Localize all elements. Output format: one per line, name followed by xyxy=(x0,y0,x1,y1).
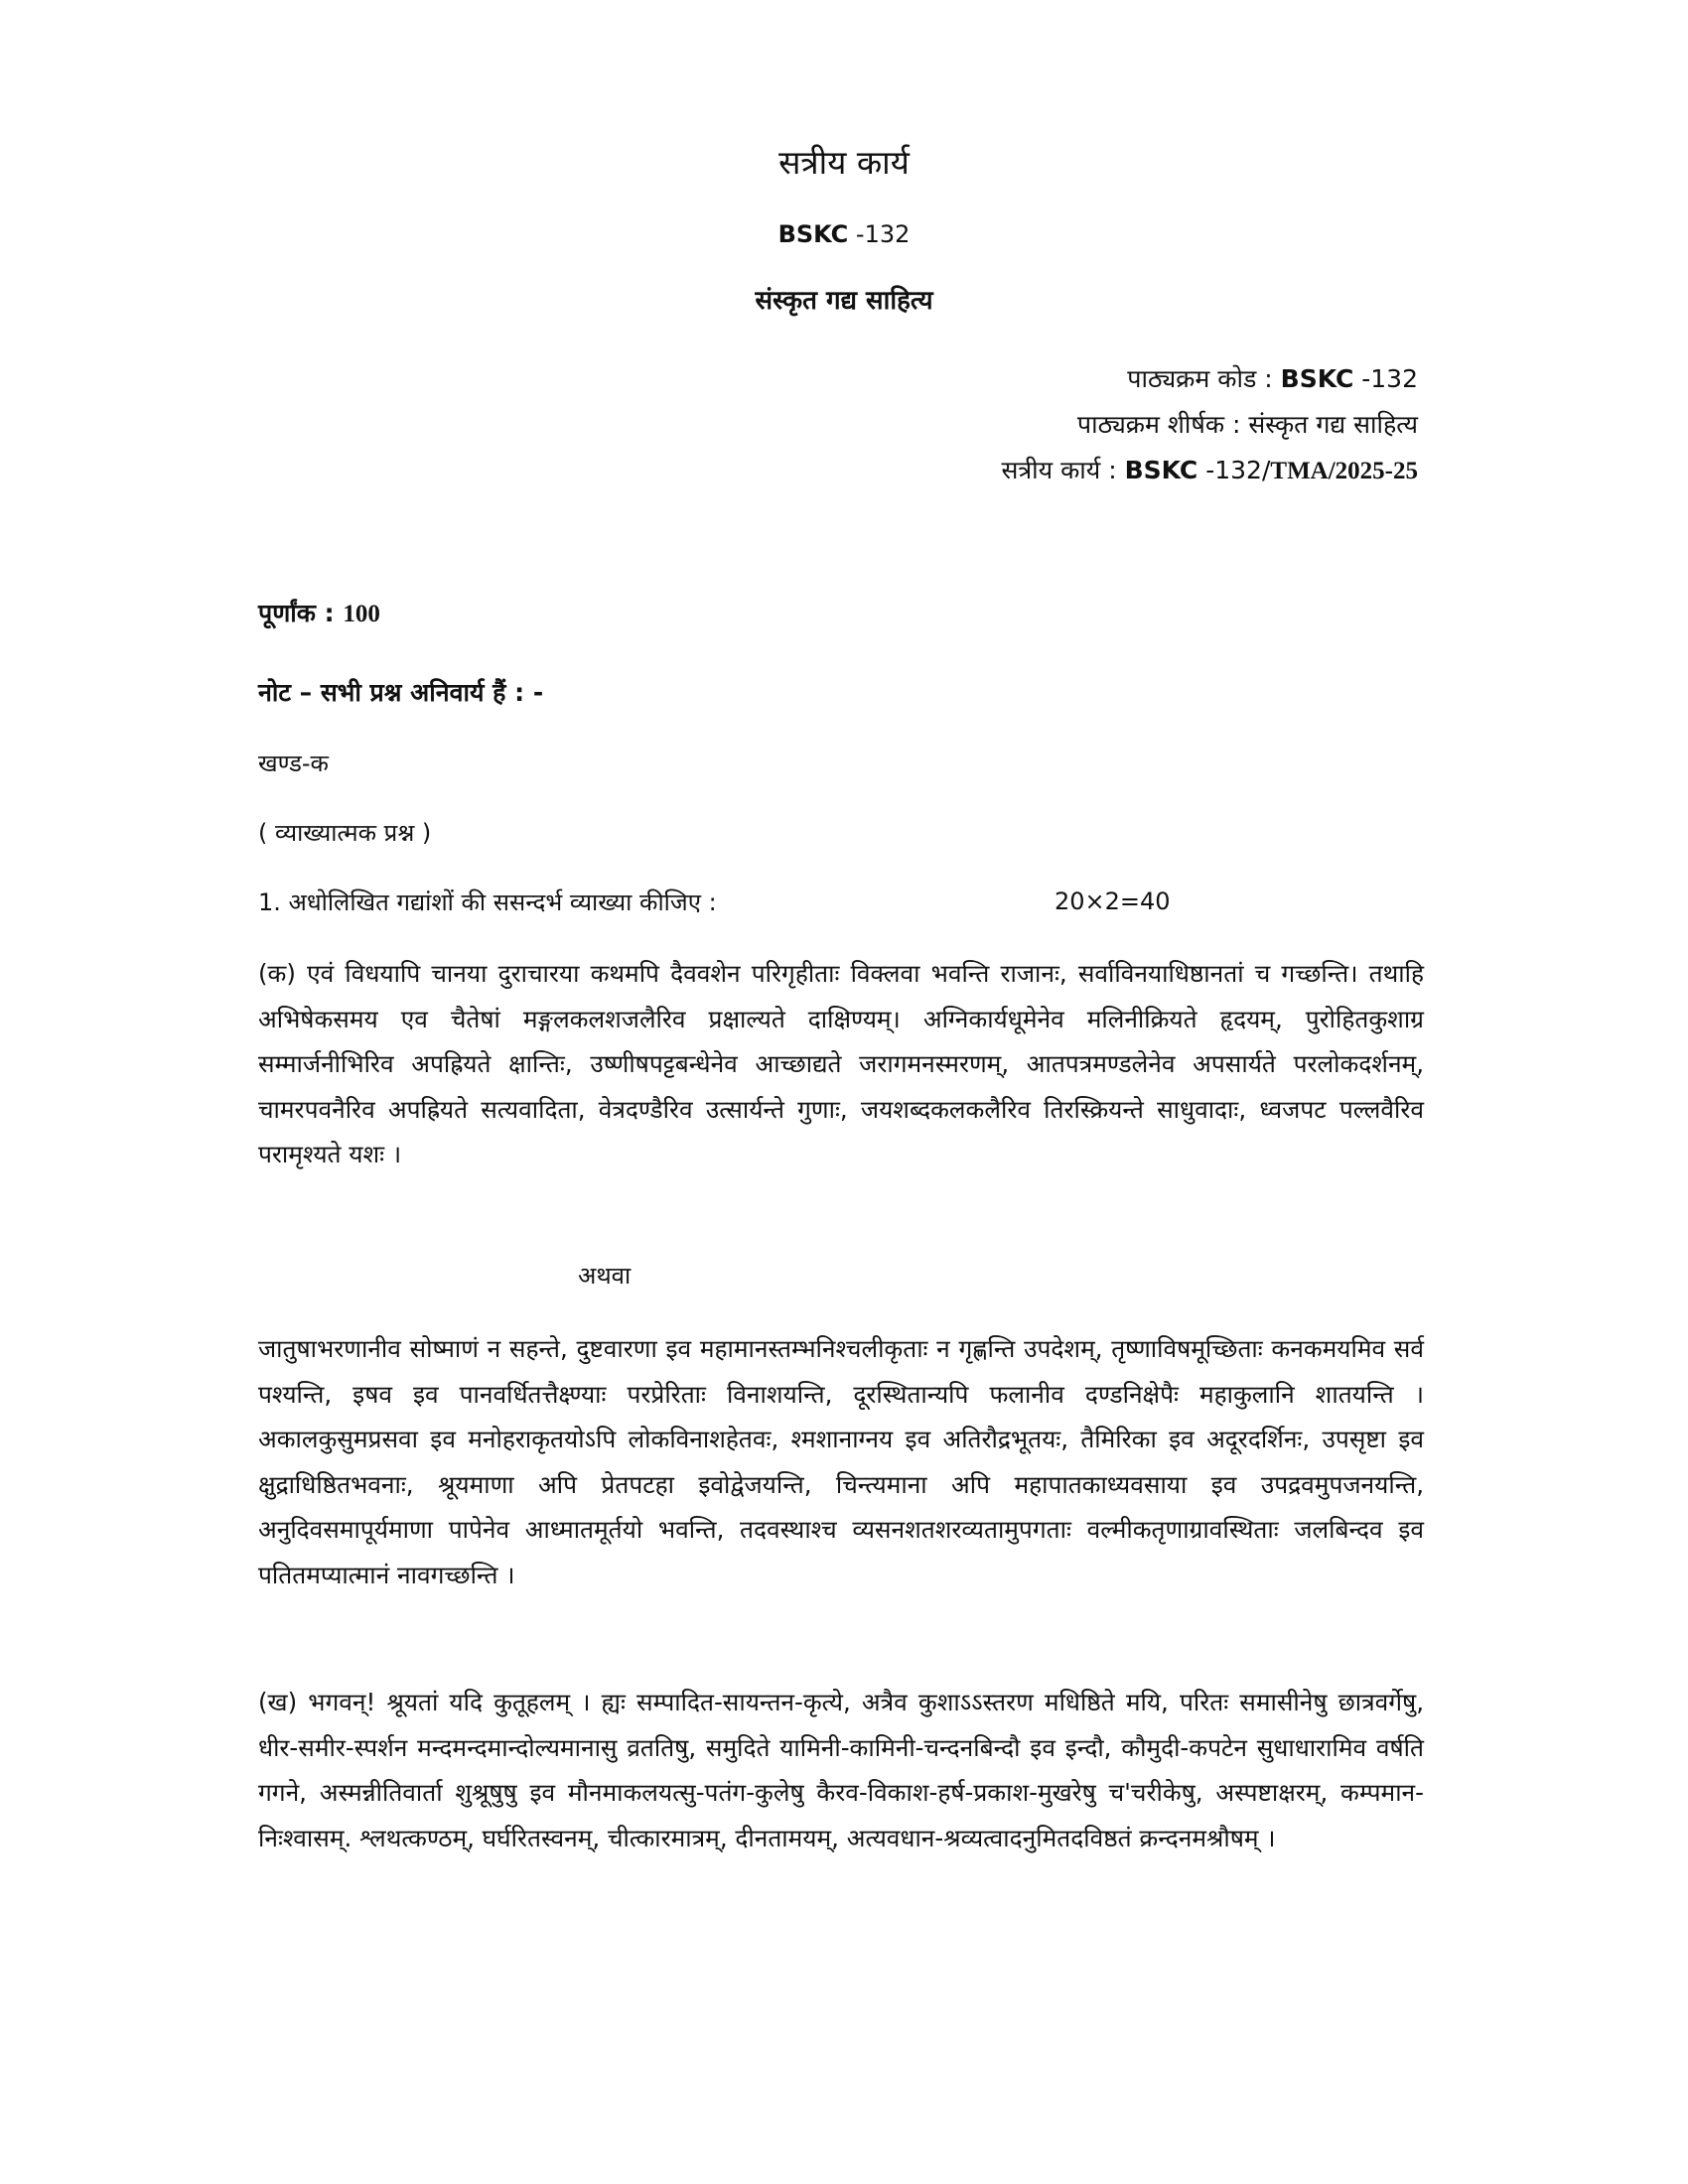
assignment-label: सत्रीय कार्य : xyxy=(1001,456,1125,484)
passage-or-separator: अथवा xyxy=(578,1262,632,1290)
section-heading: खण्ड-क xyxy=(258,750,329,777)
instructions-note: नोट – सभी प्रश्न अनिवार्य हैं : - xyxy=(258,678,544,707)
question-1-marks: 20×2=40 xyxy=(1055,887,1171,915)
total-marks-label: पूर्णांक : xyxy=(258,599,344,627)
total-marks-value: 100 xyxy=(343,601,380,627)
page-title: सत्रीय कार्य xyxy=(778,143,910,182)
passage-alternative: जातुषाभरणानीव सोष्माणं न सहन्ते, दुष्टवारणा इव महामानस्तम्भनिश्चलीकृताः न गृह्णन्ति उपदेशम्, तृष्णाविषमूच्छिताः कनकमयमिव सर्व पश्यन्ति, इषव इव पानवर्धितत्तैक्ष्ण्याः परप्रेरिताः विनाशयन्ति, दूरस्थितान्यपि फलानीव दण्डनिक्षेपैः महाकुलानि शातयन्ति । अकालकुसुमप्रसवा इव मनोहराकृतयोऽपि लोकविनाशहेतवः, श्मशानाग्नय इव अतिरौद्रभूतयः, तैमिरिका इव अदूरदर्शिनः, उपसृष्टा इव क्षुद्राधिष्ठितभवनाः, श्रूयमाणा अपि प्रेतपटहा इवोद्वेजयन्ति, चिन्त्यमाना अपि महापातकाध्यवसाया इव उपद्रवमुपजनयन्ति, अनुदिवसमापूर्यमाणा पापेनेव आध्मातमूर्तयो भवन्ति, तदवस्थाश्च व्यसनशतशरव्यतामुपगताः वल्मीकतृणाग्रावस्थिताः जलबिन्दव इव पतितमप्यात्मानं नावगच्छन्ति । xyxy=(258,1334,1424,1589)
course-code-rest: -132 xyxy=(1353,364,1418,393)
course-code-label: पाठ्यक्रम कोड : xyxy=(1127,364,1281,393)
assignment-code-mid: -132/ xyxy=(1197,456,1271,484)
passage-kha: (ख) भगवन्! श्रूयतां यदि कुतूहलम् । ह्यः सम्पादित-सायन्तन-कृत्ये, अत्रैव कुशाऽऽस्तरण मधिष्ठिते मयि, परितः समासीनेषु छात्रवर्गेषु, धीर-समीर-स्पर्शन मन्दमन्दमान्दोल्यमानासु व्रततिषु, समुदिते यामिनी-कामिनी-चन्दनबिन्दौ इव इन्दौ, कौमुदी-कपटेन सुधाधारामिव वर्षति गगने, अस्मन्नीतिवार्ता शुश्रूषुषु इव मौनमाकलयत्सु-पतंग-कुलेषु कैरव-विकाश-हर्ष-प्रकाश-मुखरेषु च'चरीकेषु, अस्पष्टाक्षरम्, कम्पमान-निःश्वासम्. श्लथत्कण्ठम्, घर्घरितस्वनम्, चीत्कारमात्रम्, दीनतामयम्, अत्यवधान-श्रव्यत्वादनुमितदविष्ठतं क्रन्दनमश्रौषम् । xyxy=(258,1688,1424,1852)
assignment-code-line xyxy=(1001,453,1418,486)
course-subject-heading: संस्कृत गद्य साहित्य xyxy=(755,286,933,316)
total-marks xyxy=(258,596,380,629)
course-code-line xyxy=(1127,361,1418,395)
assignment-code-tail: TMA/2025-25 xyxy=(1270,458,1418,484)
question-type: ( व्याख्यात्मक प्रश्न ) xyxy=(258,819,432,847)
passage-ka: (क) एवं विधयापि चानया दुराचारया कथमपि दैववशेन परिगृहीताः विक्लवा भवन्ति राजानः, सर्वाविनयाधिष्ठानतां च गच्छन्ति। तथाहि अभिषेकसमय एव चैतेषां मङ्गलकलशजलैरिव प्रक्षाल्यते दाक्षिण्यम्। अग्निकार्यधूमेनेव मलिनीक्रियते हृदयम्, पुरोहितकुशाग्र सम्मार्जनीभिरिव अपह्रियते क्षान्तिः, उष्णीषपट्टबन्धेनेव आच्छाद्यते जरागमनस्मरणम्, आतपत्रमण्डलेनेव अपसार्यते परलोकदर्शनम्, चामरपवनैरिव अपह्रियते सत्यवादिता, वेत्रदण्डैरिव उत्सार्यन्ते गुणाः, जयशब्दकलकलैरिव तिरस्क्रियन्ते साधुवादाः, ध्वजपट पल्लवैरिव परामृश्यते यशः । xyxy=(258,959,1424,1168)
question-1-text: 1. अधोलिखित गद्यांशों की ससन्दर्भ व्याख्या कीजिए : xyxy=(258,888,717,916)
assignment-code-bold: BSKC xyxy=(1124,456,1198,484)
course-code-heading xyxy=(0,220,1688,248)
course-code-prefix: BSKC xyxy=(777,220,849,248)
course-title-line: पाठ्यक्रम शीर्षक : संस्कृत गद्य साहित्य xyxy=(1076,410,1418,439)
course-code-suffix: -132 xyxy=(848,220,911,248)
course-code-bold: BSKC xyxy=(1280,364,1354,393)
